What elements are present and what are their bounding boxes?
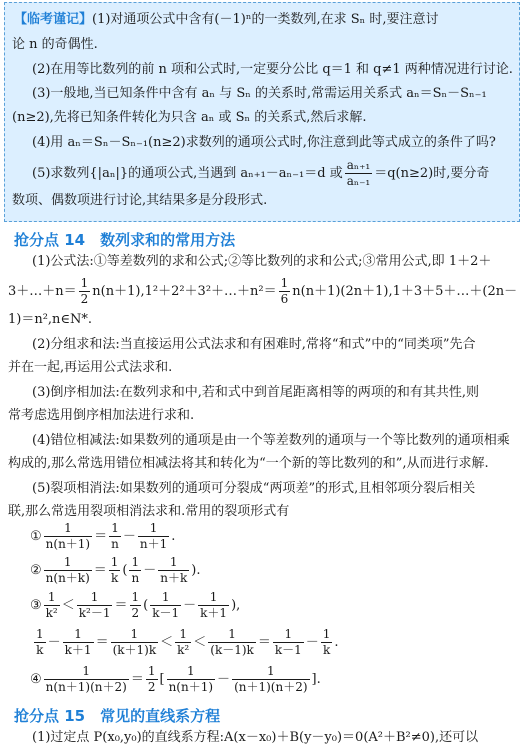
tips-line-5: (n≥2),先将已知条件转化为只含 aₙ 或 Sₙ 的关系式,然后求解. — [12, 110, 367, 125]
formula-4: ④ $\frac{1}{n(n+1)(n+2)}$ ＝ $\frac{1}{2}$ [ $\frac{1}{n(n+1)}$ － $\frac{1}{(n+1)(n+2)}$ ]. — [30, 664, 321, 694]
s14-p2a: (2)分组求和法:当直接运用公式法求和有困难时,常将“和式”中的“同类项”先合 — [32, 337, 476, 352]
tips-line-7: (5)求数列{|aₙ|}的通项公式,当遇到 aₙ₊₁－aₙ₋₁＝d 或 $\frac{\text{aₙ₊₁}}{\text{aₙ₋₁}}$ ＝q(n≥2)时,要分奇 — [32, 158, 490, 188]
tips-line-8: 数项、偶数项进行讨论,其结果多是分段形式. — [12, 193, 268, 208]
s14-p4a: (4)错位相减法:如果数列的通项是由一个等差数列的通项与一个等比数列的通项相乘 — [32, 433, 510, 448]
heading-14: 抢分点 14 数列求和的常用方法 — [14, 231, 236, 249]
tips-line-4: (3)一般地,当已知条件中含有 aₙ 与 Sₙ 的关系时,常需运用关系式 aₙ＝Sₙ－Sₙ₋₁ — [32, 86, 487, 101]
s14-p1a: (1)公式法:①等差数列的求和公式;②等比数列的求和公式;③常用公式,即 1＋2＋ — [32, 254, 492, 269]
tips-line-6: (4)用 aₙ＝Sₙ－Sₙ₋₁(n≥2)求数列的通项公式时,你注意到此等式成立的条件了吗? — [32, 135, 496, 150]
tips-line-2: 论 n 的奇偶性. — [12, 37, 98, 52]
s14-p3b: 常考虑选用倒序相加法进行求和. — [8, 408, 195, 423]
formula-3: ③ $\frac{1}{\text{k²}}$ ＜ $\frac{1}{\text{k²－1}}$ ＝ $\frac{1}{2}$ ( $\frac{1}{k-1}$ － $\frac{1}{k+1}$ ), — [30, 590, 241, 620]
s14-p4b: 构成的,那么常选用错位相减法将其和转化为“一个新的等比数列的和”,从而进行求解. — [8, 456, 489, 471]
formula-3b: $\frac{1}{k}$ － $\frac{1}{k+1}$ ＝ $\frac{1}{(k+1)k}$ ＜ $\frac{1}{\text{k²}}$ ＜ $\frac{1}{(k-1)k}$ ＝ $\frac{1}{k-1}$ － $\frac{1}{k}$ . — [36, 627, 339, 657]
s14-p5a: (5)裂项相消法:如果数列的通项可分裂成“两项差”的形式,且相邻项分裂后相关 — [32, 481, 476, 496]
heading-15: 抢分点 15 常见的直线系方程 — [14, 707, 221, 725]
ratio-fraction: $\frac{\text{aₙ₊₁}}{\text{aₙ₋₁}}$ — [346, 158, 371, 188]
s14-p2b: 并在一起,再运用公式法求和. — [8, 360, 173, 375]
s14-p1b: 3＋…＋n＝ $\frac{1}{2}$ n(n＋1),1²＋2²＋3²＋…＋n²＝ $\frac{1}{6}$ n(n＋1)(2n＋1),1＋3＋5＋…＋(2n－ — [8, 276, 518, 306]
s14-p3a: (3)倒序相加法:在数列求和中,若和式中到首尾距离相等的两项的和有其共性,则 — [32, 385, 480, 400]
s14-p5b: 联,那么常选用裂项相消法求和.常用的裂项形式有 — [8, 504, 290, 519]
tips-line-1: 【临考谨记】(1)对通项公式中含有(－1)ⁿ的一类数列,在求 Sₙ 时,要注意讨 — [14, 12, 439, 27]
tips-line-3: (2)在用等比数列的前 n 项和公式时,一定要分公比 q＝1 和 q≠1 两种情况进行讨论. — [32, 62, 513, 77]
tips-tag: 【临考谨记】 — [14, 12, 93, 27]
s15-p1: (1)过定点 P(x₀,y₀)的直线系方程:A(x－x₀)＋B(y－y₀)＝0(A²＋B²≠0),还可以 — [32, 730, 479, 745]
s14-p1c: 1)＝n²,n∈N*. — [8, 312, 93, 327]
formula-1: ① $\frac{1}{n(n+1)}$ ＝ $\frac{1}{n}$ － $\frac{1}{n+1}$ . — [30, 521, 176, 551]
formula-2: ② $\frac{1}{n(n+k)}$ ＝ $\frac{1}{k}$ ( $\frac{1}{n}$ － $\frac{1}{n+k}$ ). — [30, 555, 201, 585]
